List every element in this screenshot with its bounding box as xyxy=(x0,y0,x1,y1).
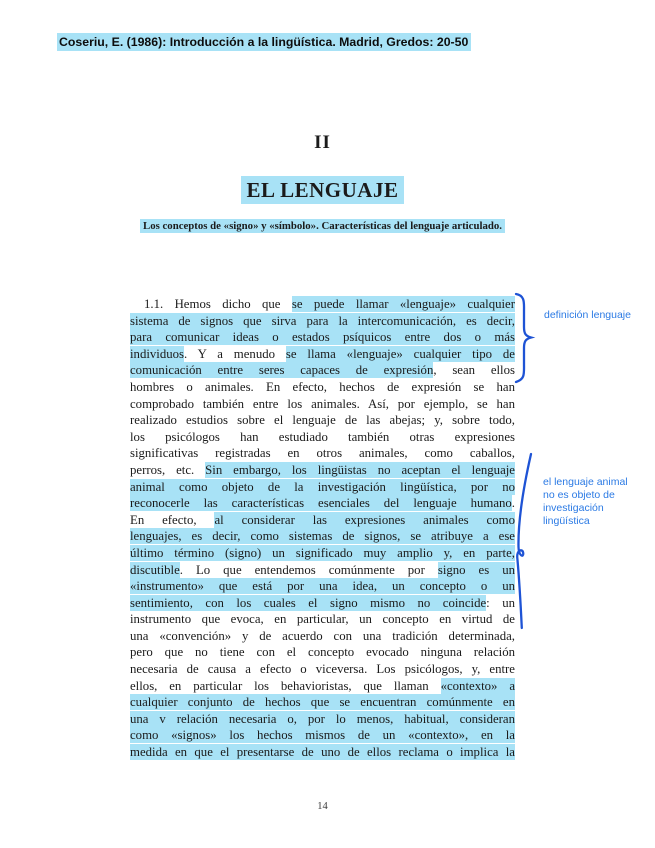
body-line xyxy=(130,611,515,628)
highlighted-text: individuos xyxy=(130,346,185,361)
body-text xyxy=(130,296,515,761)
plain-text: : un xyxy=(486,595,515,610)
plain-text: los psicólogos han estudiado también otras expresiones xyxy=(130,429,515,444)
highlighted-text: medida en que el presentarse de uno de ellos reclama o implica la xyxy=(130,745,515,760)
highlighted-text: para comunicar ideas o estados psíquicos entre dos o más xyxy=(130,330,515,345)
highlighted-text: discutible xyxy=(130,562,180,577)
body-line xyxy=(130,528,515,545)
plain-text: significativas registradas en otros animales, como caballos, xyxy=(130,446,515,461)
plain-text: . xyxy=(511,496,515,511)
highlighted-text: una v relación necesaria o, por lo menos, habitual, consideran xyxy=(130,711,515,726)
body-line xyxy=(130,346,515,363)
body-line xyxy=(130,329,515,346)
body-line xyxy=(130,396,515,413)
margin-note-lenguaje-animal: el lenguaje animal no es objeto de investigación lingüística xyxy=(543,476,628,527)
body-line xyxy=(130,296,515,313)
body-line xyxy=(130,727,515,744)
page-title xyxy=(130,178,515,203)
page-title-text: EL LENGUAJE xyxy=(241,176,405,204)
body-line xyxy=(130,445,515,462)
chapter-number: II xyxy=(314,132,331,153)
body-line xyxy=(130,644,515,661)
body-line xyxy=(130,562,515,579)
plain-text: una «convención» y de acuerdo con una tradición determinada, xyxy=(130,628,515,643)
plain-text: , sean ellos xyxy=(433,363,515,378)
plain-text: hombres o animales. En efecto, hechos de expresión se han xyxy=(130,379,515,394)
body-line xyxy=(130,711,515,728)
body-line xyxy=(130,313,515,330)
highlighted-text: sistema de signos que sirva para la intercomunicación, es decir, xyxy=(130,313,515,328)
body-line xyxy=(130,661,515,678)
highlighted-text: cualquier conjunto de hechos que se encuentran comúnmente en xyxy=(130,695,515,710)
body-line xyxy=(130,429,515,446)
plain-text: realizado estudios sobre el lenguaje de las abejas; y, sobre todo, xyxy=(130,413,515,428)
highlighted-text: lenguajes, es decir, como sistemas de signos, se atribuye a ese xyxy=(130,529,515,544)
plain-text: pero que no tiene con el concepto evocado ninguna relación xyxy=(130,645,515,660)
highlighted-text: reconocerle las características esenciales del lenguaje humano xyxy=(130,496,512,511)
body-line xyxy=(130,578,515,595)
body-line xyxy=(130,678,515,695)
body-line xyxy=(130,545,515,562)
plain-text: . Y a menudo xyxy=(184,346,286,361)
highlighted-text: al considerar las expresiones animales como xyxy=(214,512,515,527)
margin-brace-icon xyxy=(512,291,536,385)
body-line xyxy=(130,512,515,529)
plain-text: comprobado también entre los animales. Así, por ejemplo, se han xyxy=(130,396,515,411)
body-line xyxy=(130,362,515,379)
plain-text: En efecto, xyxy=(130,512,215,527)
body-line xyxy=(130,412,515,429)
highlighted-text: último término (signo) un significado muy amplio y, en parte, xyxy=(130,545,515,560)
chapter-subtitle xyxy=(130,220,515,233)
plain-text: perros, etc. xyxy=(130,462,206,477)
highlighted-text: «contexto» a xyxy=(440,678,515,693)
body-line xyxy=(130,462,515,479)
body-line xyxy=(130,628,515,645)
highlighted-text: Sin embargo, los lingüistas no aceptan el lenguaje xyxy=(205,462,515,477)
page-number: 14 xyxy=(317,801,328,812)
highlighted-text: animal como objeto de la investigación lingüística, por no xyxy=(130,479,515,494)
highlighted-text: como «signos» los hechos mismos de un «contexto», en la xyxy=(130,728,515,743)
plain-text: 1.1. Hemos dicho que xyxy=(144,297,292,311)
body-line xyxy=(130,744,515,761)
plain-text: ellos, en particular los behavioristas, que llaman xyxy=(130,678,441,693)
plain-text: necesaria de causa a efecto o viceversa. Los psicólogos, y, entre xyxy=(130,662,515,677)
bibliographic-header-text: Coseriu, E. (1986): Introducción a la lingüística. Madrid, Gredos: 20-50 xyxy=(57,33,471,51)
body-line xyxy=(130,495,515,512)
body-line xyxy=(130,479,515,496)
highlighted-text: «instrumento» que está por una idea, un concepto o un xyxy=(130,579,515,594)
margin-curve-icon xyxy=(510,451,536,633)
plain-text: . Lo que entendemos comúnmente por xyxy=(179,562,438,577)
highlighted-text: se llama «lenguaje» cualquier tipo de xyxy=(285,346,515,361)
body-line xyxy=(130,595,515,612)
highlighted-text: signo es un xyxy=(437,562,515,577)
body-line xyxy=(130,379,515,396)
bibliographic-header xyxy=(57,35,471,49)
chapter-subtitle-text: Los conceptos de «signo» y «símbolo». Características del lenguaje articulado. xyxy=(140,219,505,233)
highlighted-text: sentimiento, con los cuales el signo mismo no coincide xyxy=(130,595,487,610)
plain-text: instrumento que evoca, en particular, un concepto en virtud de xyxy=(130,612,515,627)
highlighted-text: comunicación entre seres capaces de expresión xyxy=(130,363,434,378)
body-line xyxy=(130,694,515,711)
margin-note-definicion: definición lenguaje xyxy=(544,309,631,321)
highlighted-text: se puede llamar «lenguaje» cualquier xyxy=(291,297,516,311)
